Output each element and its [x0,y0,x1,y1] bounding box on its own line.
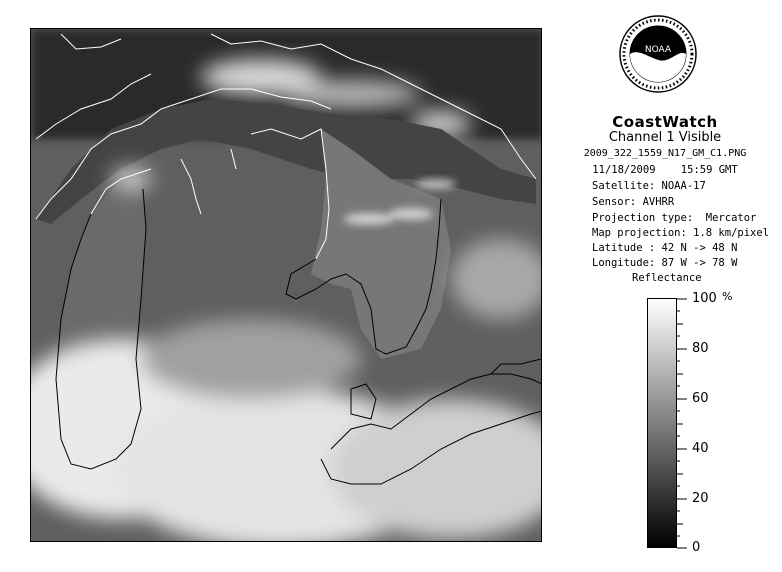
tick-label-100: 100 [692,291,717,306]
unit-label: % [722,290,733,303]
map-projection-label: Map projection: 1.8 km/pixel [592,227,770,239]
channel-label: Channel 1 Visible [608,130,722,145]
date-time: 11/18/2009 15:59 GMT [592,164,738,176]
legend-title: Reflectance [632,272,702,284]
colorbar-ticks [677,298,737,550]
map-canvas [31,29,542,542]
tick-label-0: 0 [692,540,701,555]
sensor-label: Sensor: AVHRR [592,196,675,208]
tick-label-80: 80 [692,341,709,356]
latitude-label: Latitude : 42 N -> 48 N [592,242,738,254]
product-title: CoastWatch [612,113,718,131]
reflectance-colorbar [647,298,677,548]
tick-label-40: 40 [692,441,709,456]
satellite-image-map [30,28,542,542]
noaa-logo-icon [618,14,698,94]
noaa-emblem [618,14,698,94]
satellite-label: Satellite: NOAA-17 [592,180,706,192]
noaa-logo-text: NOAA [644,45,672,55]
projection-type-label: Projection type: Mercator [592,212,757,224]
file-name: 2009_322_1559_N17_GM_C1.PNG [583,148,747,159]
tick-label-20: 20 [692,491,709,506]
longitude-label: Longitude: 87 W -> 78 W [592,257,738,269]
tick-label-60: 60 [692,391,709,406]
